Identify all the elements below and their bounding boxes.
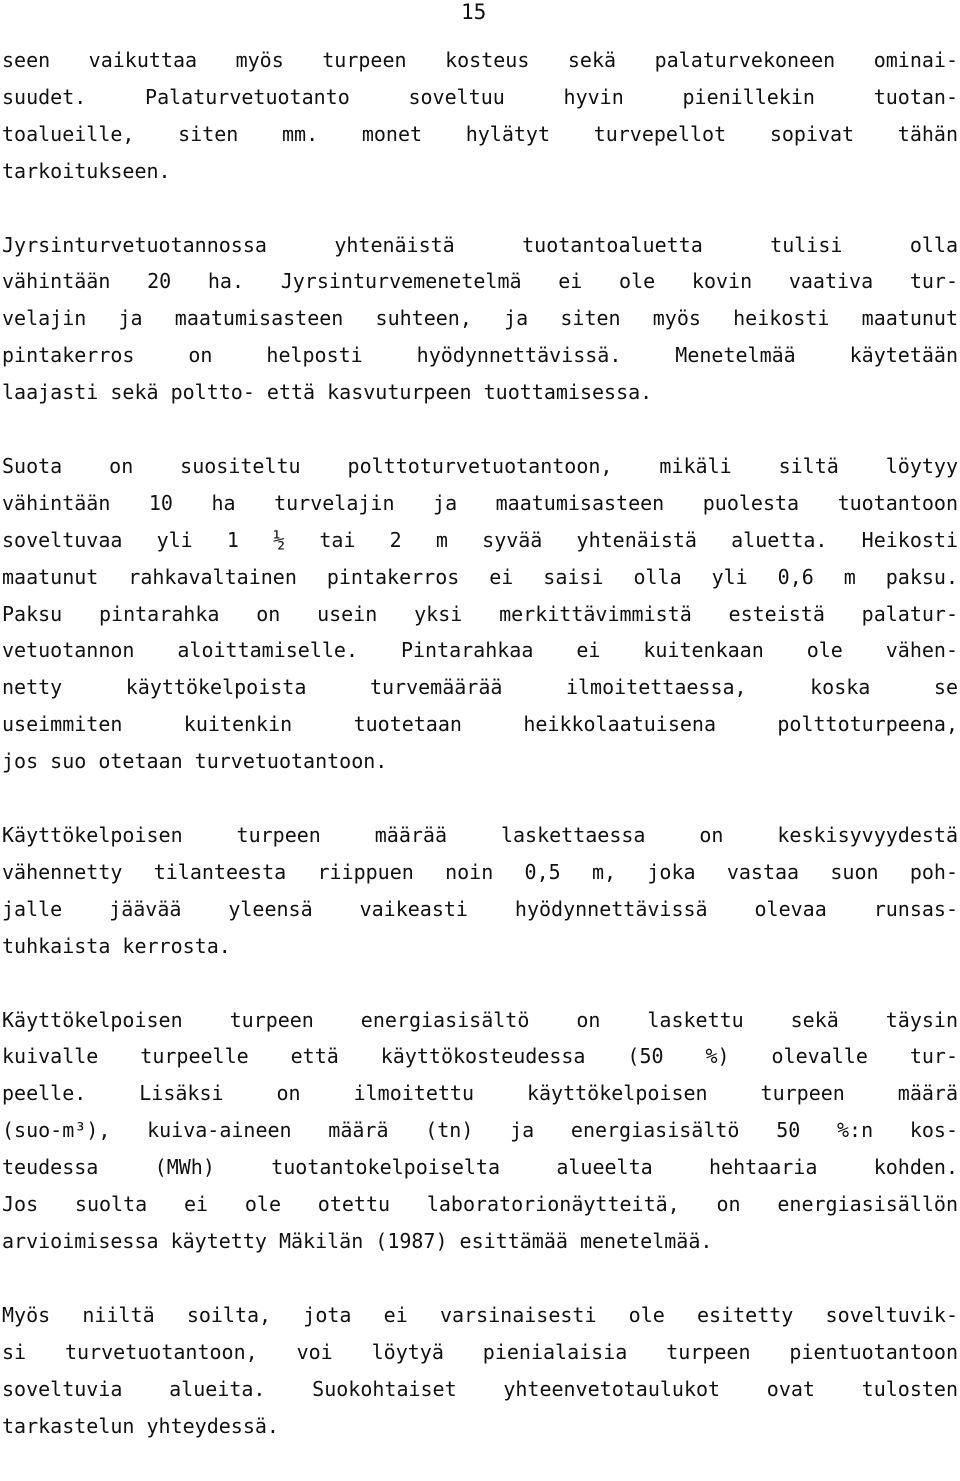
paragraph-2 [2,227,958,411]
text-line: vähintään 20 ha. Jyrsinturvemenetelmä ei ole kovin vaativa tur- [2,269,958,294]
text-line: jos suo otetaan turvetuotantoon. [2,749,388,774]
text-line: arvioimisessa käytetty Mäkilän (1987) esittämää menetelmää. [2,1228,713,1253]
text-line: tarkastelun yhteydessä. [2,1413,279,1438]
text-line: netty käyttökelpoista turvemäärää ilmoitettaessa, koska se [2,675,958,700]
text-line: velajin ja maatumisasteen suhteen, ja siten myös heikosti maatunut [2,306,958,331]
text-line: maatunut rahkavaltainen pintakerros ei saisi olla yli 0,6 m paksu. [2,564,958,589]
body-text [2,42,958,1481]
text-line: vähennetty tilanteesta riippuen noin 0,5 m, joka vastaa suon poh- [2,859,958,884]
text-line: Käyttökelpoisen turpeen määrää laskettaessa on keskisyvyydestä [2,823,958,848]
text-line: toalueille, siten mm. monet hylätyt turvepellot sopivat tähän [2,121,958,146]
text-line: si turvetuotantoon, voi löytyä pienialaisia turpeen pientuotantoon [2,1339,958,1364]
text-line: peelle. Lisäksi on ilmoitettu käyttökelpoisen turpeen määrä [2,1081,958,1106]
text-line: jalle jäävää yleensä vaikeasti hyödynnettävissä olevaa runsas- [2,896,958,921]
paragraph-5 [2,1002,958,1260]
text-line: Myös niiltä soilta, jota ei varsinaisesti ole esitetty soveltuvik- [2,1302,958,1327]
paragraph-4 [2,817,958,965]
paragraph-1 [2,42,958,190]
text-line: Jyrsinturvetuotannossa yhtenäistä tuotantoaluetta tulisi olla [2,232,958,257]
text-line: Paksu pintarahka on usein yksi merkittävimmistä esteistä palatur- [2,601,958,626]
text-line: pintakerros on helposti hyödynnettävissä. Menetelmää käytetään [2,343,958,368]
text-line: Suota on suositeltu polttoturvetuotantoon, mikäli siltä löytyy [2,454,958,479]
text-line: kuivalle turpeelle että käyttökosteudessa (50 %) olevalle tur- [2,1044,958,1069]
text-line: seen vaikuttaa myös turpeen kosteus sekä palaturvekoneen ominai- [2,48,958,72]
text-line: Käyttökelpoisen turpeen energiasisältö on laskettu sekä täysin [2,1007,958,1032]
text-line: vetuotannon aloittamiselle. Pintarahkaa ei kuitenkaan ole vähen- [2,638,958,663]
paragraph-3 [2,448,958,780]
text-line: soveltuvaa yli 1 ½ tai 2 m syvää yhtenäistä aluetta. Heikosti [2,527,958,552]
text-line: (suo-m³), kuiva-aineen määrä (tn) ja energiasisältö 50 %:n kos- [2,1118,958,1143]
text-line: vähintään 10 ha turvelajin ja maatumisasteen puolesta tuotantoon [2,490,958,515]
text-line: soveltuvia alueita. Suokohtaiset yhteenvetotaulukot ovat tulosten [2,1376,958,1401]
text-line: laajasti sekä poltto- että kasvuturpeen tuottamisessa. [2,380,653,405]
text-line: useimmiten kuitenkin tuotetaan heikkolaatuisena polttoturpeena, [2,712,958,737]
page-number: 15 [461,0,487,24]
text-line: tarkoitukseen. [2,158,171,183]
text-line: tuhkaista kerrosta. [2,933,231,958]
paragraph-6 [2,1297,958,1445]
text-line: teudessa (MWh) tuotantokelpoiselta alueelta hehtaaria kohden. [2,1155,958,1180]
text-line: suudet. Palaturvetuotanto soveltuu hyvin pienillekin tuotan- [2,84,958,109]
text-line: Jos suolta ei ole otettu laboratorionäytteitä, on energiasisällön [2,1192,958,1217]
